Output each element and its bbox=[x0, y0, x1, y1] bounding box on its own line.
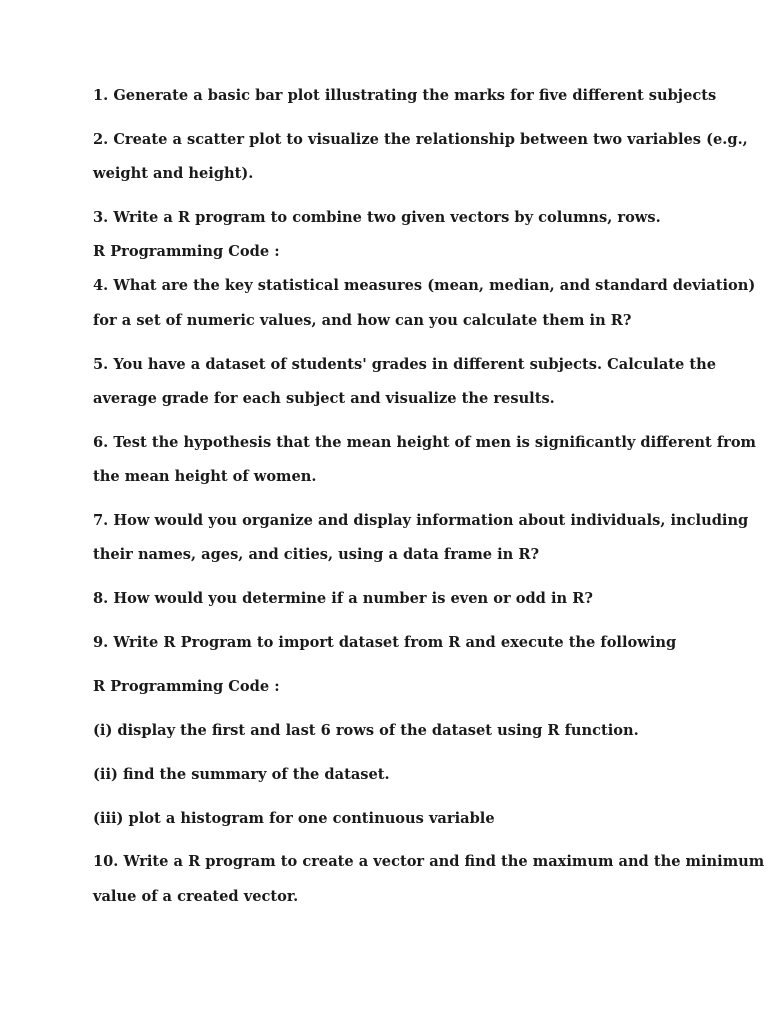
question-5-line-2: average grade for each subject and visualize the results. bbox=[93, 390, 555, 407]
code-label-2: R Programming Code : bbox=[93, 678, 280, 695]
question-5-line-1: 5. You have a dataset of students' grades in different subjects. Calculate the bbox=[93, 356, 717, 373]
question-7-line-2: their names, ages, and cities, using a data frame in R? bbox=[93, 546, 540, 563]
question-9-line: 9. Write R Program to import dataset from R and execute the following bbox=[93, 634, 677, 651]
question-7-line-1: 7. How would you organize and display information about individuals, including bbox=[93, 512, 749, 529]
question-3-line: 3. Write a R program to combine two given vectors by columns, rows. bbox=[93, 209, 661, 226]
question-4-line-2: for a set of numeric values, and how can you calculate them in R? bbox=[93, 312, 632, 329]
question-6-line-2: the mean height of women. bbox=[93, 468, 317, 485]
question-10-line-1: 10. Write a R program to create a vector and find the maximum and the minimum bbox=[93, 853, 765, 870]
question-10-line-2: value of a created vector. bbox=[93, 888, 299, 905]
subquestion-ii: (ii) find the summary of the dataset. bbox=[93, 766, 390, 783]
question-2-line-2: weight and height). bbox=[93, 165, 254, 182]
subquestion-i: (i) display the first and last 6 rows of the dataset using R function. bbox=[93, 722, 639, 739]
code-label-1: R Programming Code : bbox=[93, 243, 280, 260]
question-4-line-1: 4. What are the key statistical measures (mean, median, and standard deviation) bbox=[93, 277, 756, 294]
question-2-line-1: 2. Create a scatter plot to visualize the relationship between two variables (e.g., bbox=[93, 131, 748, 148]
question-8-line: 8. How would you determine if a number is even or odd in R? bbox=[93, 590, 593, 607]
subquestion-iii: (iii) plot a histogram for one continuous variable bbox=[93, 810, 495, 827]
question-6-line-1: 6. Test the hypothesis that the mean height of men is significantly different from bbox=[93, 434, 756, 451]
question-1-line: 1. Generate a basic bar plot illustrating the marks for five different subjects bbox=[93, 87, 717, 104]
